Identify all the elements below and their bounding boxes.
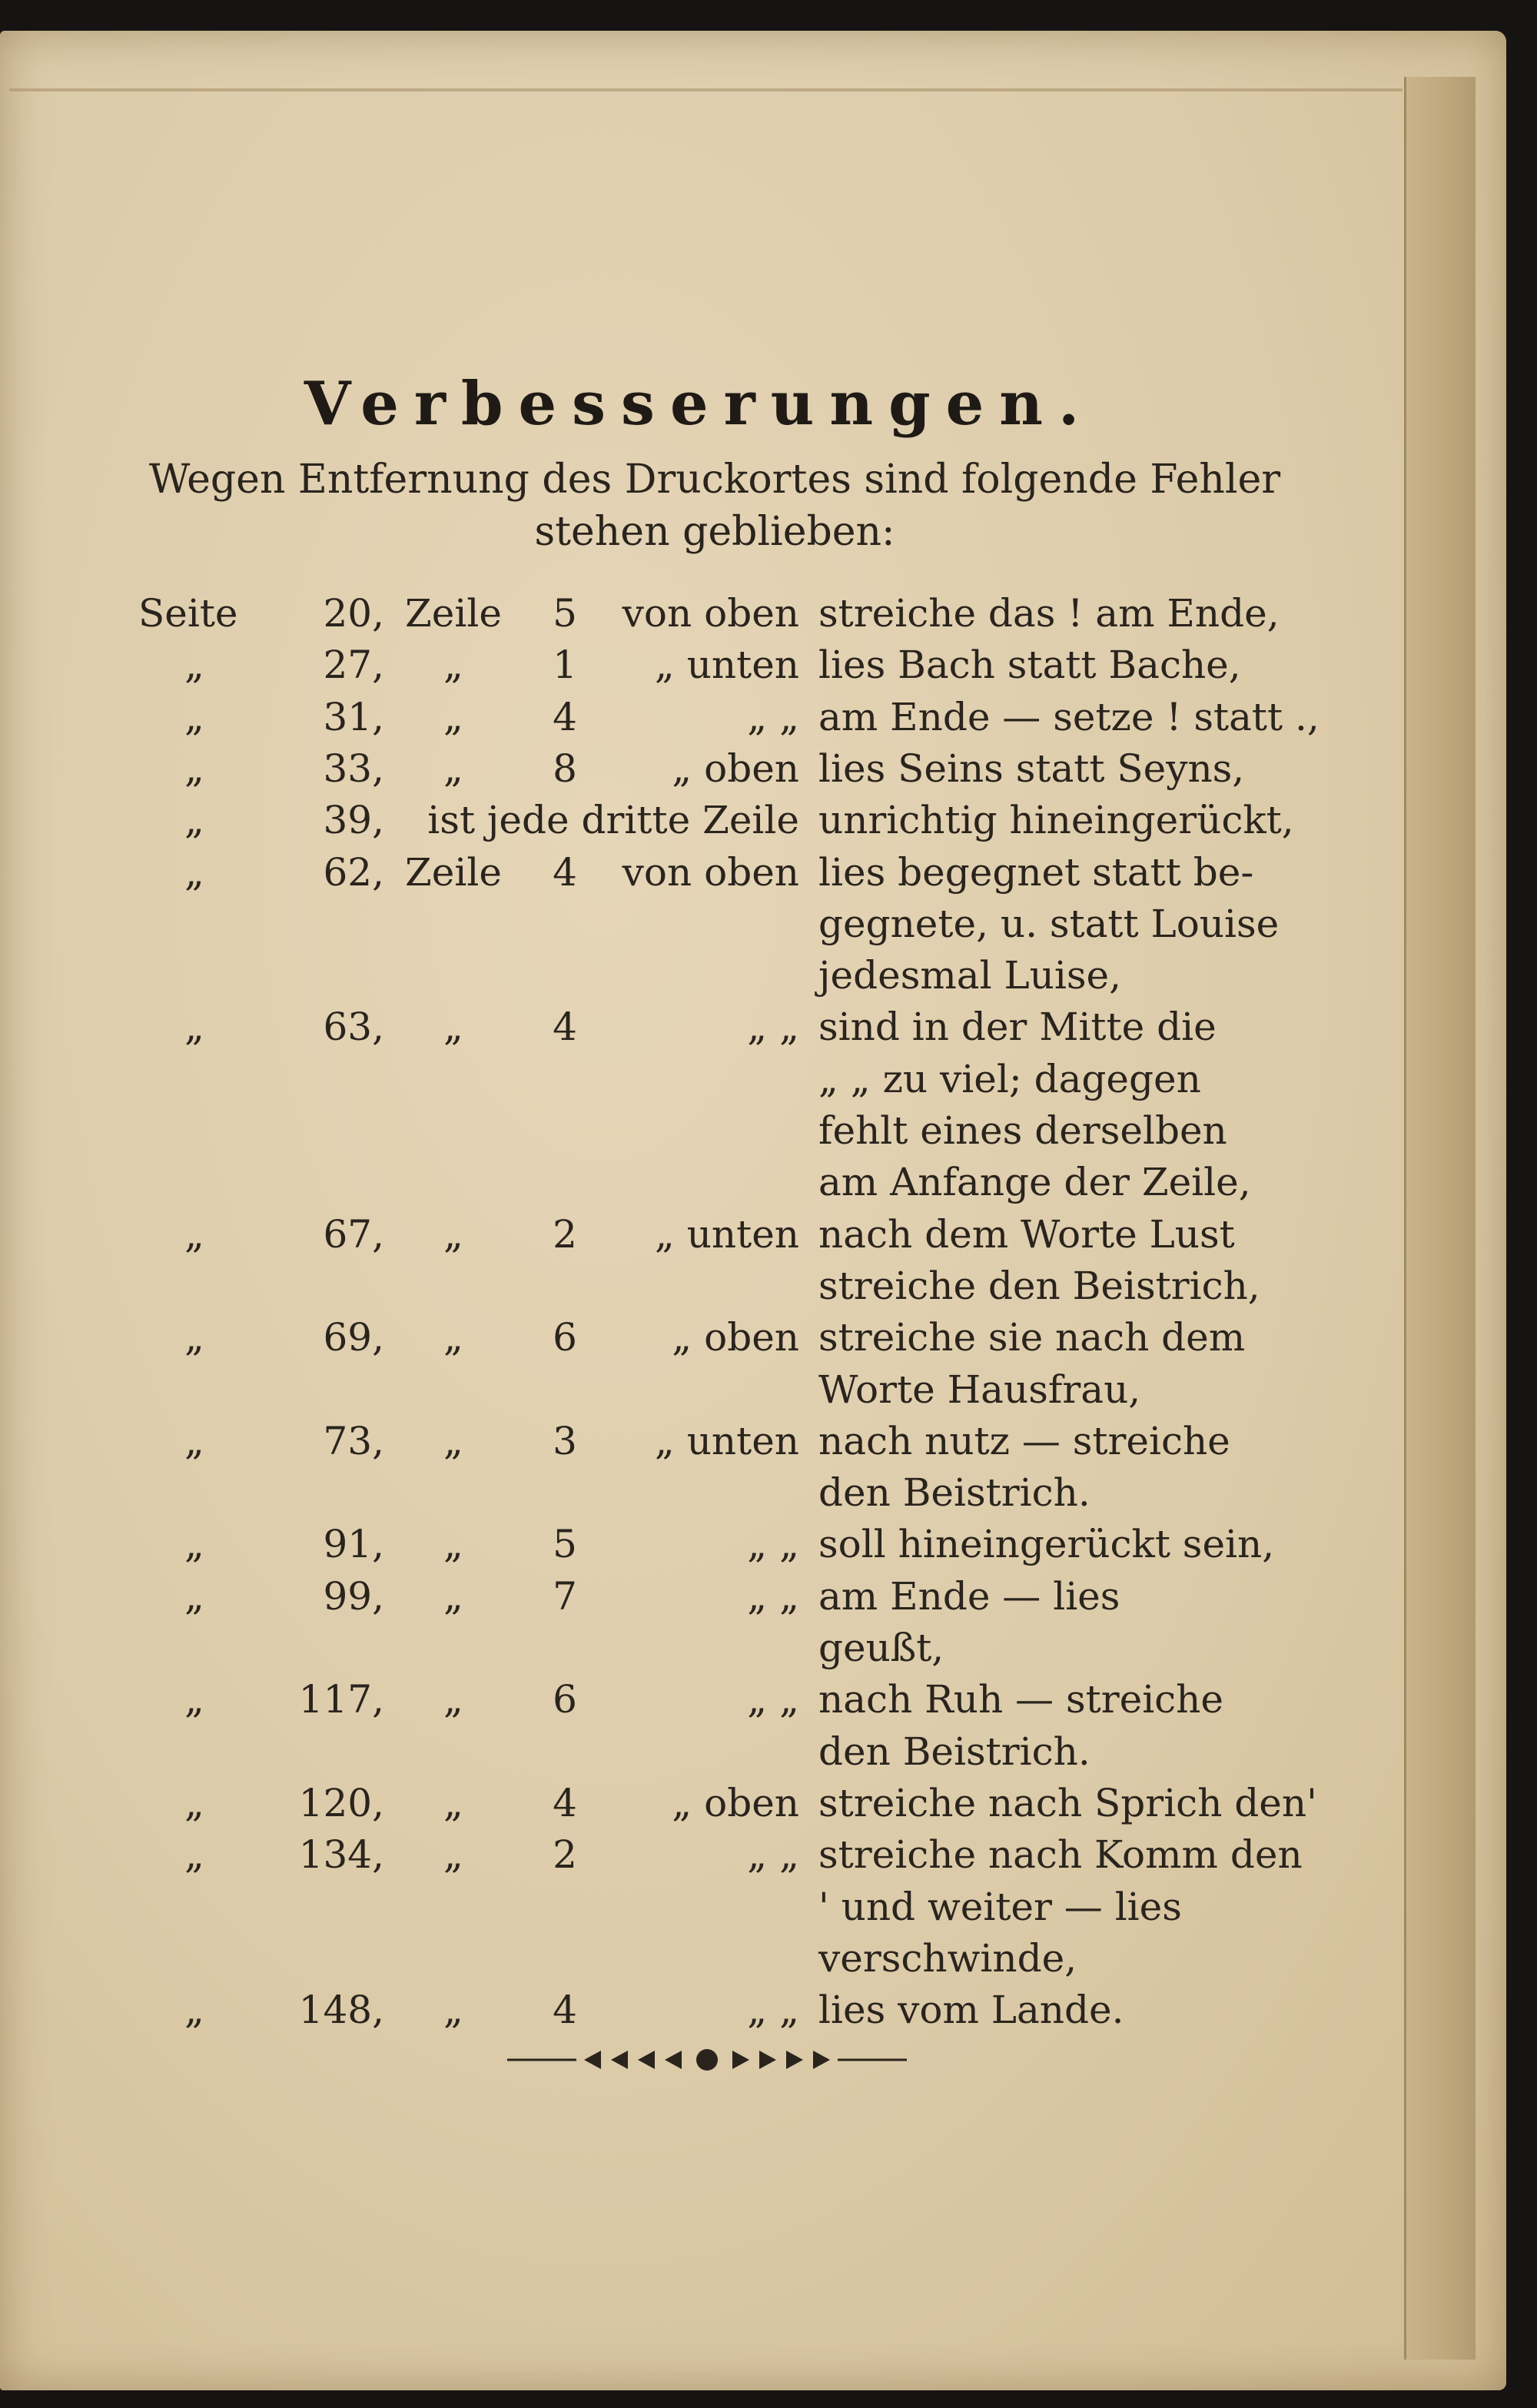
line-number: 2 [553,1211,577,1257]
row-label: Seite [138,591,238,636]
errata-row [0,1364,1383,1417]
line-number: 4 [553,694,577,739]
page-number: 33, [323,746,384,791]
direction: „ „ [747,694,799,739]
direction: von oben [622,591,799,636]
correction-text: lies Bach statt Bache, [818,643,1241,688]
line-word: „ [443,1211,463,1257]
errata-row [0,1571,1383,1623]
errata-row [0,1416,1383,1468]
errata-row [0,1778,1383,1830]
line-number: 3 [553,1418,577,1463]
errata-content [0,31,1383,2337]
ditto-mark: „ [184,1780,204,1825]
errata-row [0,639,1383,692]
line-number: 4 [553,1780,577,1825]
errata-row [0,1933,1383,1985]
line-word: „ [443,643,463,688]
correction-text: nach nutz — streiche [818,1418,1230,1463]
correction-text: gegnete, u. statt Louise [818,901,1280,946]
line-word: „ [443,1832,463,1878]
errata-row [0,1519,1383,1571]
direction: „ oben [672,1780,799,1825]
correction-text: nach Ruh — streiche [818,1677,1223,1722]
correction-text: lies vom Lande. [818,1988,1124,2033]
line-number: 4 [553,849,577,895]
ditto-mark: „ [184,694,204,739]
correction-text: am Ende — setze ! statt ., [818,694,1320,739]
ditto-mark: „ [184,1573,204,1619]
direction: „ unten [654,1418,799,1463]
subtitle-line-1: Wegen Entfernung des Druckortes sind folgende Fehler [148,457,1281,503]
correction-text: verschwinde, [818,1935,1077,1981]
line-word: „ [443,1573,463,1619]
line-word: „ [443,1988,463,2033]
errata-row [0,898,1383,951]
correction-text: soll hineingerückt sein, [818,1522,1275,1567]
correction-text: streiche das ! am Ende, [818,591,1280,636]
correction-text: lies begegnet statt be- [818,849,1254,895]
line-word: Zeile [405,849,502,895]
ditto-mark: „ [184,1418,204,1463]
errata-row [0,847,1383,899]
errata-row [0,795,1383,847]
page-number: 134, [298,1832,384,1878]
ditto-mark: „ [184,1005,204,1050]
errata-row [0,588,1383,640]
line-word: „ [443,1522,463,1567]
line-number: 6 [553,1315,577,1360]
page-number: 91, [323,1522,384,1567]
errata-row [0,1312,1383,1364]
line-number: 2 [553,1832,577,1878]
errata-row [0,1726,1383,1779]
correction-text: streiche den Beistrich, [818,1263,1260,1308]
errata-row [0,1882,1383,1934]
line-number: 5 [553,1522,577,1567]
subtitle-line-2: stehen geblieben: [534,509,895,555]
subtitle [115,453,1314,558]
line-number: 4 [553,1988,577,2033]
page-number: 148, [298,1988,384,2033]
page-number: 99, [323,1573,384,1619]
direction: „ „ [747,1988,799,2033]
errata-row [0,1054,1383,1106]
line-number: 6 [553,1677,577,1722]
ditto-mark: „ [184,1315,204,1360]
correction-text: jedesmal Luise, [818,953,1121,998]
errata-row [0,1209,1383,1261]
page-number: 62, [323,849,384,895]
errata-row [0,1622,1383,1675]
errata-row [0,1001,1383,1054]
correction-text: „ „ zu viel; dagegen [818,1056,1201,1101]
errata-row [0,1105,1383,1158]
ditto-mark: „ [184,1522,204,1567]
page-number: 117, [298,1677,384,1722]
page-number: 63, [323,1005,384,1050]
correction-text: fehlt eines derselben [818,1108,1227,1153]
correction-text: den Beistrich. [818,1470,1091,1516]
note: ist jede dritte Zeile [427,798,799,843]
correction-text: am Ende — lies [818,1573,1120,1619]
correction-text: geußt, [818,1626,944,1670]
errata-row [0,1674,1383,1726]
correction-text: nach dem Worte Lust [818,1211,1235,1257]
errata-row [0,1260,1383,1313]
ditto-mark: „ [184,1832,204,1878]
line-word: Zeile [405,591,502,636]
errata-row [0,743,1383,795]
line-number: 1 [553,643,577,688]
line-number: 4 [553,1005,577,1050]
page-number: 73, [323,1418,384,1463]
direction: „ „ [747,1005,799,1050]
page-number: 120, [298,1780,384,1825]
correction-text: den Beistrich. [818,1729,1091,1774]
direction: „ „ [747,1522,799,1567]
line-word: „ [443,1315,463,1360]
direction: „ oben [672,746,799,791]
page-number: 27, [323,643,384,688]
line-number: 8 [553,746,577,791]
correction-text: sind in der Mitte die [818,1005,1217,1050]
page-title: Verbesserungen. [304,369,1095,439]
line-word: „ [443,1005,463,1050]
direction: „ oben [672,1315,799,1360]
correction-text: streiche sie nach dem [818,1315,1246,1360]
errata-row [0,1157,1383,1209]
correction-text: ' und weiter — lies [818,1884,1182,1929]
ditto-mark: „ [184,798,204,843]
ditto-mark: „ [184,643,204,688]
page-edge [1404,77,1476,2360]
correction-text: streiche nach Sprich den' [818,1780,1317,1825]
correction-text: Worte Hausfrau, [818,1367,1141,1412]
errata-row [0,692,1383,744]
direction: von oben [622,849,799,895]
page-number: 31, [323,694,384,739]
line-word: „ [443,1418,463,1463]
line-word: „ [443,1780,463,1825]
ditto-mark: „ [184,849,204,895]
page-number: 39, [323,798,384,843]
page-number: 20, [323,591,384,636]
errata-row [0,950,1383,1002]
direction: „ unten [654,1211,799,1257]
line-number: 7 [553,1573,577,1619]
line-number: 5 [553,591,577,636]
line-word: „ [443,1677,463,1722]
line-word: „ [443,694,463,739]
correction-text: lies Seins statt Seyns, [818,746,1245,791]
book-page [0,31,1506,2390]
correction-text: am Anfange der Zeile, [818,1160,1251,1205]
line-word: „ [443,746,463,791]
errata-row [0,1829,1383,1882]
direction: „ unten [654,643,799,688]
direction: „ „ [747,1573,799,1619]
ditto-mark: „ [184,1988,204,2033]
page-number: 69, [323,1315,384,1360]
direction: „ „ [747,1677,799,1722]
ditto-mark: „ [184,746,204,791]
errata-row [0,1985,1383,2037]
errata-row [0,1467,1383,1520]
ditto-mark: „ [184,1211,204,1257]
correction-text: streiche nach Komm den [818,1832,1303,1878]
page-number: 67, [323,1211,384,1257]
ornament-divider-icon [507,2044,907,2075]
direction: „ „ [747,1832,799,1878]
correction-text: unrichtig hineingerückt, [818,798,1294,843]
ditto-mark: „ [184,1677,204,1722]
